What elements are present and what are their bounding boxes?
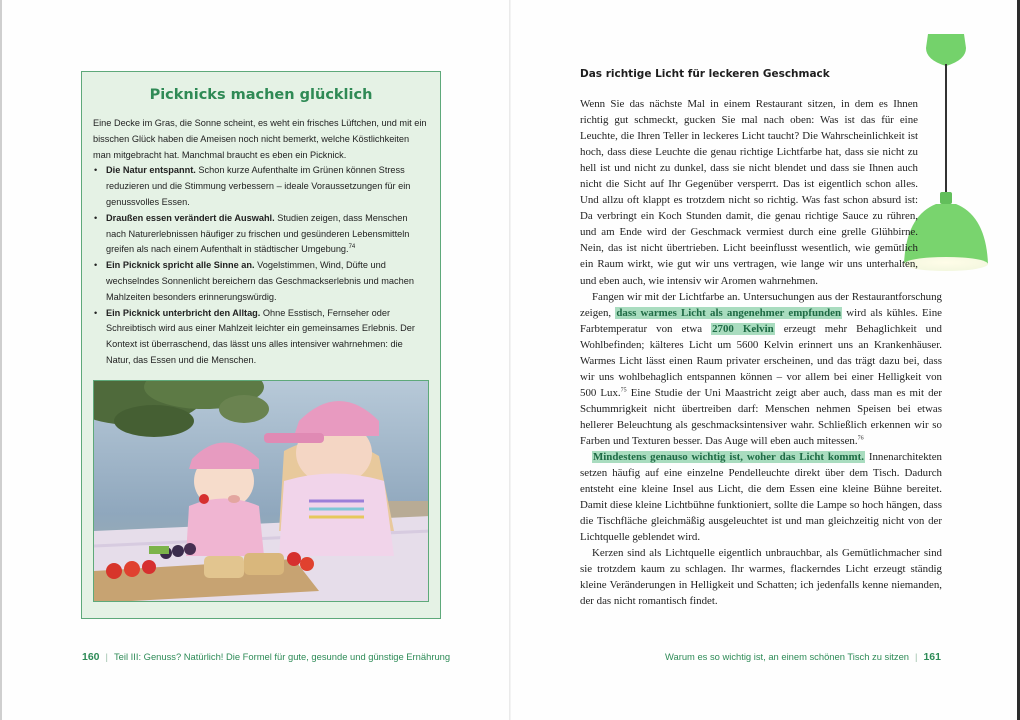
picnic-children-photo-icon bbox=[94, 381, 429, 602]
footer-right bbox=[665, 651, 941, 663]
info-box bbox=[81, 71, 441, 619]
bullet-icon: • bbox=[94, 212, 98, 223]
footer-separator: | bbox=[105, 651, 108, 662]
footnote-ref[interactable]: 76 bbox=[857, 435, 864, 442]
body-text bbox=[580, 96, 942, 610]
bullet-text: Studien zeigen, dass Menschen nach Naturerlebnissen häufiger zu frischen und gesünderen Lebensmitteln greifen als nach einem Aufenthalt in städtischer Umgebung. bbox=[106, 212, 410, 255]
footnote-ref[interactable]: 75 bbox=[620, 387, 627, 394]
p2-text-a: Fangen wir mit der Lichtfarbe an. Untersuchungen aus der Restaurantforschung zeigen, bbox=[580, 290, 942, 319]
list-item bbox=[93, 306, 429, 369]
highlight-warm-light: dass warmes Licht als angenehmer empfunden bbox=[616, 306, 842, 319]
page-number-right: 161 bbox=[923, 651, 941, 663]
bullet-icon: • bbox=[94, 165, 98, 176]
footnote-ref[interactable]: 74 bbox=[348, 244, 356, 251]
box-bullet-list bbox=[93, 163, 429, 368]
paragraph-3 bbox=[580, 449, 942, 545]
list-item bbox=[93, 211, 429, 258]
paragraph-2 bbox=[580, 289, 942, 449]
bullet-text: Vogelstimmen, Wind, Düfte und wechselndes Sonnenlicht bereichern das Geschmackserlebnis und machen Mahlzeiten besonders erinnerungswürdig. bbox=[106, 260, 414, 302]
bullet-lead: Ein Picknick spricht alle Sinne an. bbox=[106, 260, 255, 271]
box-text bbox=[93, 116, 429, 369]
p2-text-b: wird als kühles. Eine Farbtemperatur von etwa bbox=[580, 306, 942, 335]
p2-text-d: Eine Studie der Uni Maastricht zeigt aber auch, dass man es mit der Schummrigkeit nicht übertreiben darf: Menschen nehmen Speisen bei etwas hellerer Beleuchtung als geschmacksintensiver wahr. Schließlich erkennen wir so Farben und Texturen besser. Das Auge will eben auch mitessen. bbox=[580, 386, 942, 447]
paragraph-1: Wenn Sie das nächste Mal in einem Restaurant sitzen, in dem es Ihnen richtig gut schmeckt, gucken Sie mal nach oben: Was ist das für eine Leuchte, die Ihren Teller in leckeres Licht taucht? Die Wahrscheinlichkeit ist hoch, dass diese Leuchte die genau richtige Lichtfarbe hat, dass sie nicht zu hell ist und nicht zu dunkel, dass sie nicht blendet und dass sie Ihnen auch nicht die Sicht auf Ihr Gegenüber versperrt. Das ist eigentlich schon alles. Und allzu oft klappt es trotzdem nicht so richtig. Was fast schon absurd ist: Da verbringt ein Koch Stunden damit, die genau richtige Sauce zu rühren, und am Ende wird der Geschmack vermiest durch eine grelle Glühbirne. Nein, das ist nicht übertrieben. Licht beeinflusst wesentlich, wie gemütlich ein Raum wirkt, wie gut wir uns vertragen, wie lange wir uns unterhalten, und eben auch, wie intensiv wir Aromen wahrnehmen. bbox=[580, 98, 918, 287]
book-gutter bbox=[509, 0, 511, 720]
p3-text: Innenarchitekten setzen häufig auf eine einzelne Pendelleuchte direkt über dem Tisch. Dadurch entsteht eine kleine Insel aus Licht, die dem Essen eine kleine Bühne bereitet. Damit diese kleine Lichtbühne funktioniert, sollte die Lampe so hoch hängen, dass die Tischfläche gleichmäßig ausgeleuchtet ist und man gleichzeitig nicht von der Lichtquelle geblendet wird. bbox=[580, 451, 942, 544]
highlight-kelvin: 2700 Kelvin bbox=[712, 322, 774, 335]
bullet-text: Ohne Esstisch, Fernseher oder Schreibtisch wird aus einer Mahlzeit leichter ein gemeinsames Erlebnis. Der Kontext ist überraschend, das lässt uns alles intensiver wahrnehmen: die Natur, das Essen und die Menschen. bbox=[106, 307, 415, 365]
bullet-lead: Draußen essen verändert die Auswahl. bbox=[106, 212, 275, 223]
bullet-icon: • bbox=[94, 260, 98, 271]
paragraph-4: Kerzen sind als Lichtquelle eigentlich unbrauchbar, als Gemütlichmacher sind sie trotzdem kaum zu schlagen. Ihr warmes, flackerndes Licht erzeugt ständig kleine Veränderungen in Helligkeit und Schatten; ich jedenfalls kenne niemanden, der das nicht romantisch findet. bbox=[580, 547, 942, 608]
section-heading: Das richtige Licht für leckeren Geschmack bbox=[580, 68, 830, 80]
bullet-icon: • bbox=[94, 307, 98, 318]
bullet-lead: Die Natur entspannt. bbox=[106, 165, 196, 176]
bullet-lead: Ein Picknick unterbricht den Alltag. bbox=[106, 307, 261, 318]
bullet-text: Schon kurze Aufenthalte im Grünen können Stress reduzieren und die Stimmung verbessern – ideale Voraussetzungen für ein genussvolles Essen. bbox=[106, 165, 411, 207]
picnic-photo bbox=[93, 380, 429, 602]
list-item bbox=[93, 258, 429, 305]
page-edge-left bbox=[0, 0, 2, 720]
footer-left bbox=[82, 651, 450, 663]
running-title-left: Teil III: Genuss? Natürlich! Die Formel für gute, gesunde und günstige Ernährung bbox=[113, 651, 451, 662]
running-title-right: Warum es so wichtig ist, an einem schönen Tisch zu sitzen bbox=[665, 651, 910, 662]
footer-separator: | bbox=[915, 651, 918, 662]
highlight-light-source: Mindestens genauso wichtig ist, woher das Licht kommt. bbox=[593, 451, 864, 464]
page-number-left: 160 bbox=[82, 651, 100, 663]
box-intro: Eine Decke im Gras, die Sonne scheint, es weht ein frisches Lüftchen, und mit ein bisschen Glück haben die Ameisen noch nicht bemerkt, welche Köstlichkeiten man mitgebracht hat. Manchmal braucht es eben ein Picknick. bbox=[93, 118, 427, 160]
p2-text-c: erzeugt mehr Behaglichkeit und Wohlbefinden; kälteres Licht um 5600 Kelvin erinnert uns an Krankenhäuser. Warmes Licht lässt einen Raum privater erscheinen, und das trägt dazu bei, dass wir uns wohlbehaglich entspannen können – vor allem bei einer Helligkeit von 500 Lux. bbox=[580, 322, 942, 399]
list-item bbox=[93, 163, 429, 210]
box-title: Picknicks machen glücklich bbox=[149, 87, 373, 103]
